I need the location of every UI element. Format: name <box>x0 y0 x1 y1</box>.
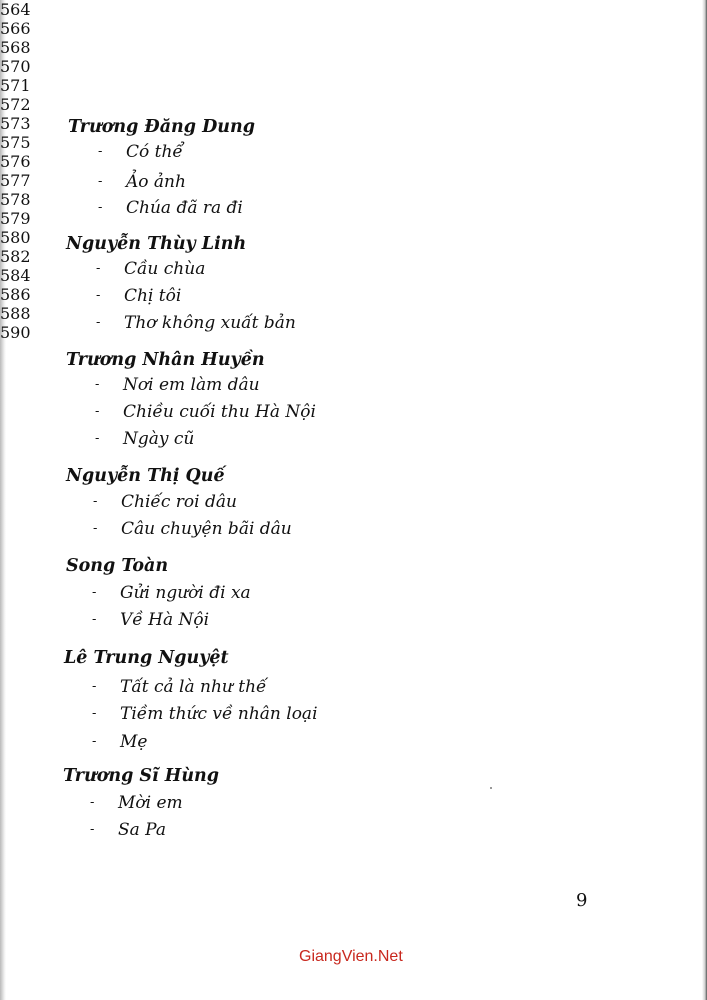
toc-entry <box>96 312 576 334</box>
poem-title: Ảo ảnh <box>126 172 186 192</box>
page-number: 9 <box>576 890 588 911</box>
poem-title: Chị tôi <box>124 286 182 306</box>
page-reference: 578 <box>0 190 31 209</box>
page-reference: 590 <box>0 323 31 342</box>
toc-entry <box>93 518 573 540</box>
poem-title: Thơ không xuất bản <box>124 313 296 333</box>
page-reference: 576 <box>0 152 31 171</box>
list-dash: - <box>95 404 100 419</box>
toc-entry <box>92 676 572 698</box>
list-dash: - <box>92 612 97 627</box>
poem-title: Tất cả là như thế <box>120 677 267 697</box>
watermark: GiangVien.Net <box>299 948 403 965</box>
list-dash: - <box>92 734 97 749</box>
poem-title: Có thể <box>126 142 183 162</box>
toc-entry <box>96 285 576 307</box>
author-heading: Lê Trung Nguyệt <box>64 648 229 668</box>
toc-entry <box>98 171 578 193</box>
toc-entry <box>92 609 572 631</box>
poem-title: Nơi em làm dâu <box>123 375 260 395</box>
page-reference: 584 <box>0 266 31 285</box>
page-reference: 570 <box>0 57 31 76</box>
toc-entry <box>90 819 570 841</box>
list-dash: - <box>96 288 101 303</box>
page-reference: 588 <box>0 304 31 323</box>
page-reference: 582 <box>0 247 31 266</box>
page-reference: 580 <box>0 228 31 247</box>
poem-title: Tiềm thức về nhân loại <box>120 704 318 724</box>
poem-title: Sa Pa <box>118 820 166 840</box>
toc-entry <box>92 703 572 725</box>
page-reference: 571 <box>0 76 31 95</box>
list-dash: - <box>98 144 103 159</box>
poem-title: Gửi người đi xa <box>120 583 251 603</box>
author-heading: Trương Đăng Dung <box>68 117 255 137</box>
list-dash: - <box>92 679 97 694</box>
list-dash: - <box>90 822 95 837</box>
author-heading: Song Toàn <box>66 556 169 576</box>
page-reference: 586 <box>0 285 31 304</box>
poem-title: Về Hà Nội <box>120 610 210 630</box>
poem-title: Chúa đã ra đi <box>126 198 243 218</box>
list-dash: - <box>98 174 103 189</box>
page-reference: 575 <box>0 133 31 152</box>
list-dash: - <box>98 200 103 215</box>
toc-entry <box>90 792 570 814</box>
list-dash: - <box>93 521 98 536</box>
list-dash: - <box>95 377 100 392</box>
toc-entry <box>92 582 572 604</box>
page-reference: 564 <box>0 0 31 19</box>
page-reference: 568 <box>0 38 31 57</box>
poem-title: Mẹ <box>120 732 148 752</box>
list-dash: - <box>92 706 97 721</box>
toc-entry <box>92 731 572 753</box>
poem-title: Câu chuyện bãi dâu <box>121 519 292 539</box>
toc-entry <box>95 374 575 396</box>
page-reference: 579 <box>0 209 31 228</box>
author-heading: Nguyễn Thị Quế <box>66 466 225 486</box>
toc-entry <box>96 258 576 280</box>
page-reference: 572 <box>0 95 31 114</box>
poem-title: Chiếc roi dâu <box>121 492 237 512</box>
toc-entry <box>93 491 573 513</box>
page-reference: 566 <box>0 19 31 38</box>
list-dash: - <box>96 261 101 276</box>
toc-entry <box>95 401 575 423</box>
list-dash: - <box>95 431 100 446</box>
list-dash: - <box>92 585 97 600</box>
author-heading: Trương Sĩ Hùng <box>63 766 220 786</box>
list-dash: - <box>96 315 101 330</box>
poem-title: Chiều cuối thu Hà Nội <box>123 402 316 422</box>
author-heading: Trương Nhân Huyền <box>66 350 265 370</box>
page-reference: 573 <box>0 114 31 133</box>
toc-entry <box>98 197 578 219</box>
poem-title: Ngày cũ <box>123 429 195 449</box>
poem-title: Mời em <box>118 793 183 813</box>
list-dash: - <box>93 494 98 509</box>
page-reference: 577 <box>0 171 31 190</box>
author-heading: Nguyễn Thùy Linh <box>66 234 247 254</box>
poem-title: Cầu chùa <box>124 259 206 279</box>
toc-entry <box>98 141 578 163</box>
toc-entry <box>95 428 575 450</box>
list-dash: - <box>90 795 95 810</box>
